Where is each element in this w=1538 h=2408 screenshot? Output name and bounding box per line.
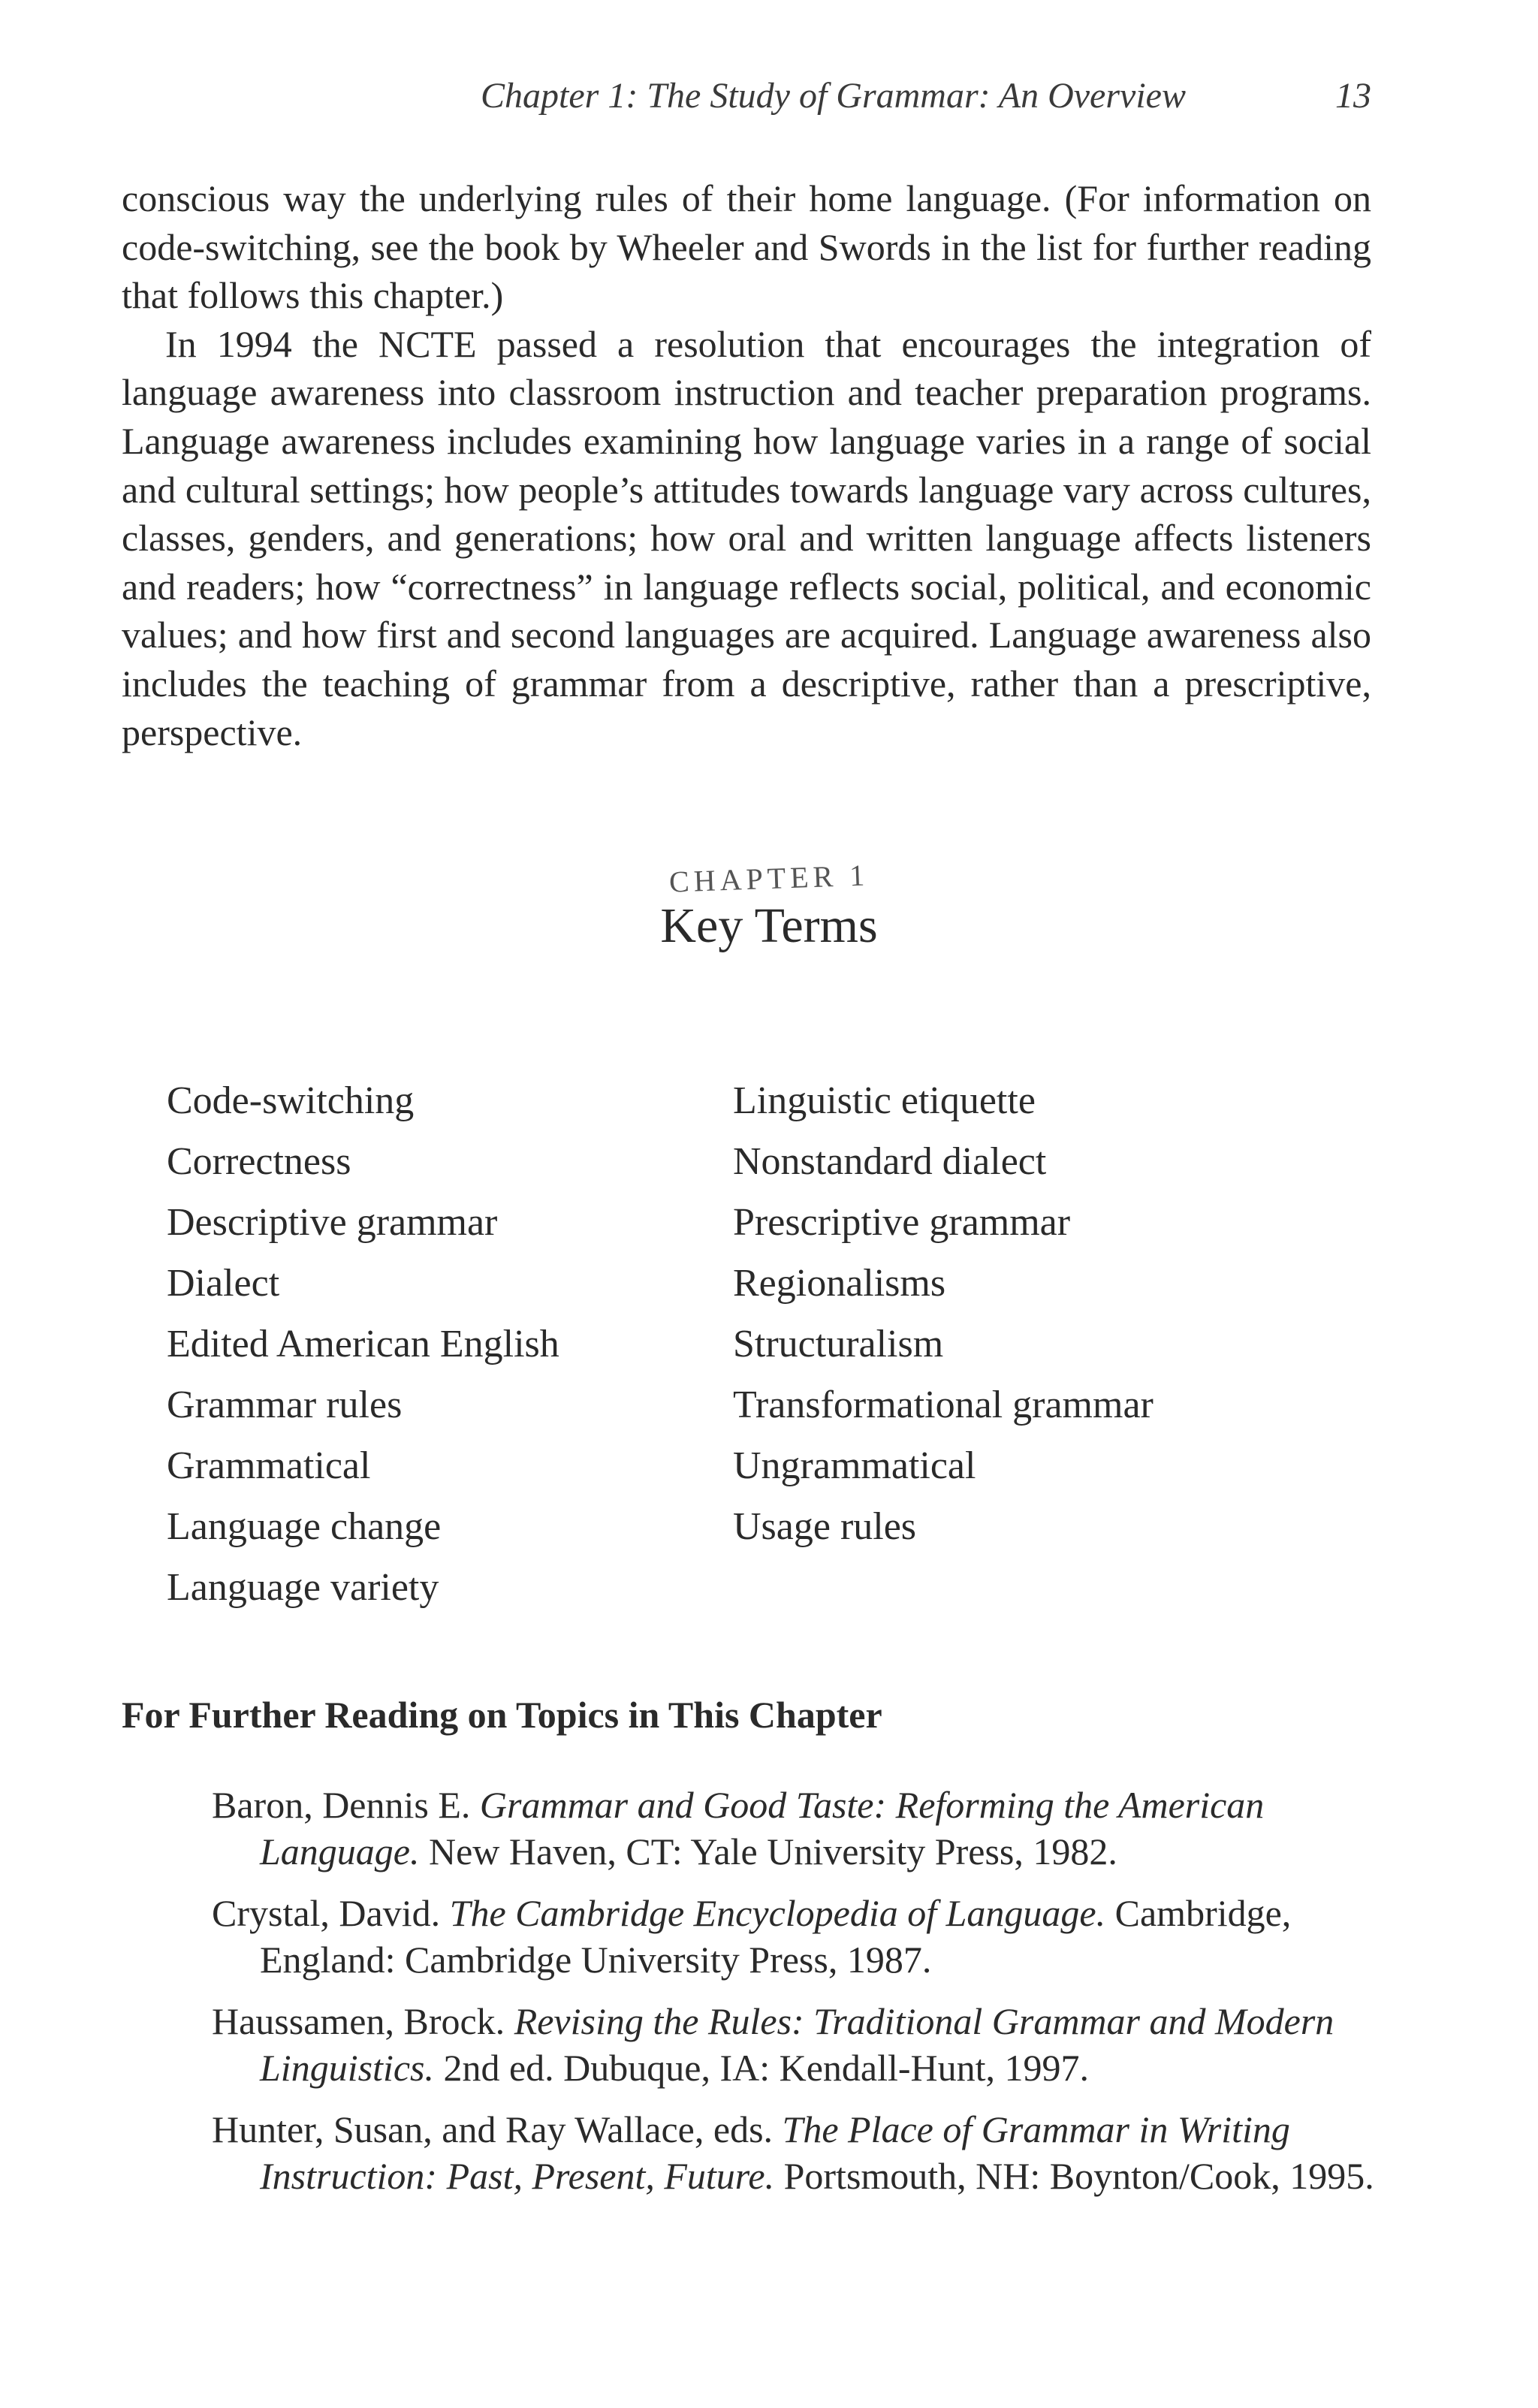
page-number: 13 [1335,76,1371,116]
reference-author: Haussamen, Brock. [212,2000,514,2042]
reference-entry [212,1782,1383,1875]
key-term: Ungrammatical [733,1444,976,1487]
reference-author: Crystal, David. [212,1892,450,1934]
key-term: Usage rules [733,1505,917,1548]
reference-title: Revising the Rules: Traditional Grammar and Modern Linguistics. [260,2000,1334,2089]
key-term: Dialect [167,1262,280,1305]
key-term: Language variety [167,1566,439,1609]
key-term: Prescriptive grammar [733,1201,1071,1244]
key-terms-heading [0,858,1538,955]
reference-author: Baron, Dennis E. [212,1784,480,1826]
body-paragraph: In 1994 the NCTE passed a resolution that encourages the integration of language awareness into classroom instruction and teacher preparation programs. Language awareness includes examining how language varies in a range of social and cultural settings; how people’s attitudes towards language vary across cultures, classes, genders, and generations; how oral and written language affects listeners and readers; how “correctness” in language reflects social, political, and economic values; and how first and second languages are acquired. Language awareness also includes the teaching of grammar from a descriptive, rather than a prescriptive, perspective. [122,322,1371,753]
reference-entry [212,1998,1383,2091]
key-term: Transformational grammar [733,1384,1154,1426]
body-paragraph: conscious way the underlying rules of their home language. (For information on code-switching, see the book by Wheeler and Swords in the list for further reading that follows this chapter.) [122,177,1371,317]
key-term: Edited American English [167,1323,559,1365]
key-terms-left-column [167,1070,559,1618]
key-terms-title: Key Terms [660,898,878,953]
key-term: Nonstandard dialect [733,1140,1047,1183]
key-term: Grammatical [167,1444,371,1487]
key-term: Regionalisms [733,1262,946,1305]
key-term: Structuralism [733,1323,944,1365]
key-term: Descriptive grammar [167,1201,498,1244]
reference-entry [212,1890,1383,1983]
key-terms-right-column [733,1070,1154,1557]
reference-publication: Cambridge, England: Cambridge University Press, 1987. [260,1892,1292,1981]
key-term: Code-switching [167,1079,415,1122]
reference-author: Hunter, Susan, and Ray Wallace, eds. [212,2108,783,2150]
chapter-kicker: CHAPTER 1 [668,858,870,899]
reference-list [212,1782,1383,2214]
reference-title: Grammar and Good Taste: Reforming the American Language. [260,1784,1265,1872]
reference-publication: 2nd ed. Dubuque, IA: Kendall-Hunt, 1997. [433,2047,1090,2089]
reference-publication: Portsmouth, NH: Boynton/Cook, 1995. [774,2155,1374,2197]
reference-title: The Cambridge Encyclopedia of Language. [449,1892,1106,1934]
running-head: Chapter 1: The Study of Grammar: An Overview [481,76,1186,116]
page-header [0,75,1538,128]
key-term: Language change [167,1505,442,1548]
reference-publication: New Haven, CT: Yale University Press, 1982. [419,1830,1117,1872]
key-term: Grammar rules [167,1384,403,1426]
key-term: Linguistic etiquette [733,1079,1036,1122]
key-term: Correctness [167,1140,351,1183]
further-reading-heading: For Further Reading on Topics in This Chapter [122,1694,882,1736]
body-text [122,174,1371,756]
reference-title: The Place of Grammar in Writing Instruction: Past, Present, Future. [260,2108,1290,2197]
reference-entry [212,2106,1383,2199]
